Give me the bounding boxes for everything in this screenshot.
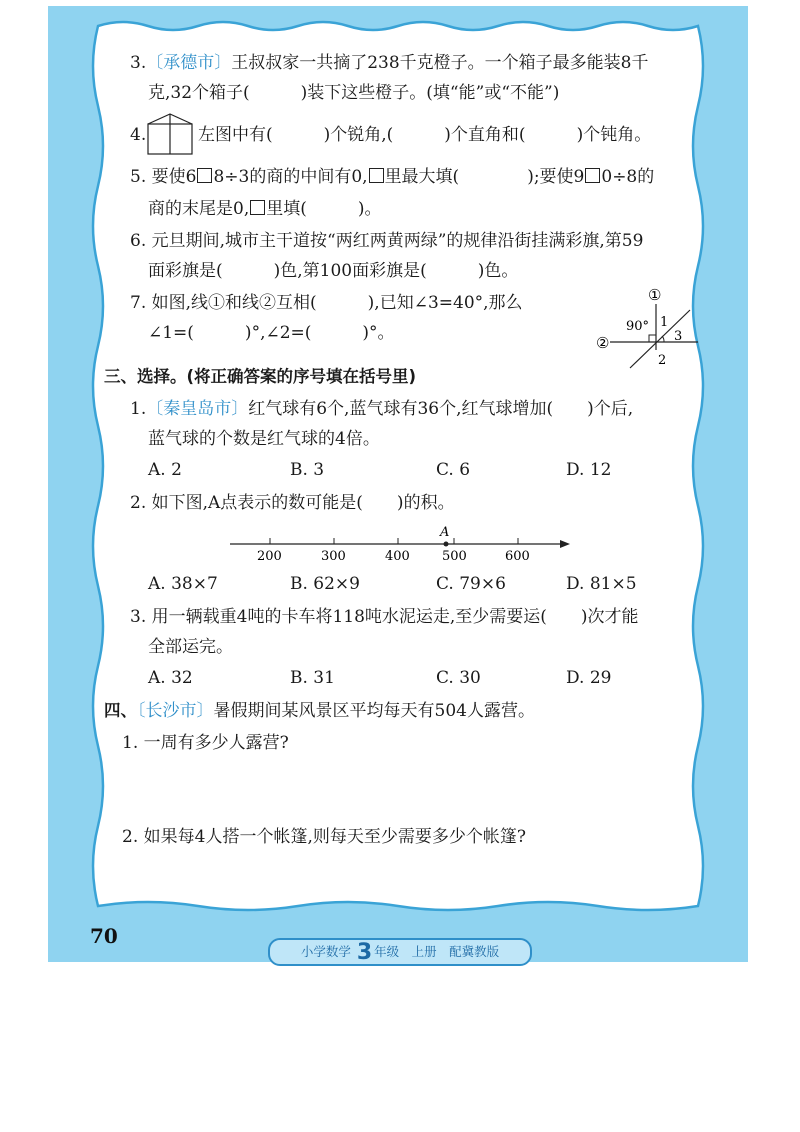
blank-box [585,168,600,183]
region-tag: 〔长沙市〕 [137,701,214,721]
question-3-line2: 克,32个箱子( )装下这些橙子。(填“能”或“不能”) [148,83,560,103]
text-seg: 8÷3的商的中间有0, [213,167,368,187]
text-seg: 商的末尾是0, [148,199,250,219]
option-d: D. 29 [566,668,612,688]
question-5-line1 [130,166,654,188]
point-a-marker [444,542,449,547]
tick-label: 200 [257,549,282,564]
question-3-line1 [130,52,649,74]
question-4 [130,124,146,146]
angle-90-label: 90° [626,319,650,334]
question-5-line2 [148,198,382,220]
text-seg: 5. 要使6 [130,167,197,187]
line-1-label: ① [648,286,662,304]
question-7-line1: 7. 如图,线①和线②互相( ),已知∠3=40°,那么 [130,293,523,313]
tick-label: 500 [442,549,467,564]
point-a-label: A [440,525,450,540]
tick-label: 300 [321,549,346,564]
footer-grade-text: 年级 上册 配冀教版 [374,944,500,959]
question-6-line2: 面彩旗是( )色,第100面彩旗是( )色。 [148,261,519,281]
option-c: C. 30 [436,668,481,688]
option-b: B. 3 [290,460,325,480]
tick-label: 400 [385,549,410,564]
page-number: 70 [90,924,118,948]
angle-1-label: 1 [660,315,669,330]
question-number: 3. [130,53,147,73]
blank-box [250,200,265,215]
book-footer-label [268,938,532,966]
section-3-title: 三、选择。(将正确答案的序号填在括号里) [104,367,417,386]
blank-box [197,168,212,183]
s3-question-1-line2: 蓝气球的个数是红气球的4倍。 [148,429,380,449]
footer-grade-number: 3 [356,940,373,965]
angle-3-label: 3 [674,329,683,344]
question-6-line1: 6. 元旦期间,城市主干道按“两红两黄两绿”的规律沿街挂满彩旗,第59 [130,231,644,251]
option-c: C. 6 [436,460,471,480]
section-text: 暑假期间某风景区平均每天有504人露营。 [213,701,535,721]
option-b: B. 62×9 [290,574,360,594]
question-7-line2: ∠1=( )°,∠2=( )°。 [148,323,395,343]
option-a: A. 2 [148,460,182,480]
option-a: A. 38×7 [148,574,218,594]
region-tag: 〔承德市〕 [146,53,232,73]
text-seg: 0÷8的 [601,167,655,187]
region-tag: 〔秦皇岛市〕 [146,399,249,419]
s3-question-1-line1 [130,398,633,420]
question-number: 1. [130,399,147,419]
option-b: B. 31 [290,668,335,688]
angle-2-label: 2 [658,353,667,368]
question-4-text: 左图中有( )个锐角,( )个直角和( )个钝角。 [198,125,652,145]
s4-question-1: 1. 一周有多少人露营? [122,733,289,753]
option-c: C. 79×6 [436,574,506,594]
s3-question-2: 2. 如下图,A点表示的数可能是( )的积。 [130,493,455,513]
text-seg: 里填( )。 [266,199,382,219]
section-4-title [104,700,535,722]
option-d: D. 12 [566,460,612,480]
line-2-label: ② [596,334,610,352]
number-line-figure [226,520,576,566]
house-shape-figure [146,112,194,156]
question-text: 红气球有6个,蓝气球有36个,红气球增加( )个后, [248,399,634,419]
question-text: 王叔叔家一共摘了238千克橙子。一个箱子最多能装8千 [231,53,649,73]
intersecting-lines-figure [596,284,700,374]
question-number: 4. [130,125,147,145]
s3-question-3-line2: 全部运完。 [148,637,233,657]
option-a: A. 32 [148,668,193,688]
section-prefix: 四、 [104,701,137,720]
s4-question-2: 2. 如果每4人搭一个帐篷,则每天至少需要多少个帐篷? [122,827,526,847]
s3-question-3-line1: 3. 用一辆载重4吨的卡车将118吨水泥运走,至少需要运( )次才能 [130,607,639,627]
text-seg: 里最大填( );要使9 [384,167,585,187]
blank-box [369,168,384,183]
footer-subject: 小学数学 [300,944,351,959]
tick-label: 600 [505,549,530,564]
option-d: D. 81×5 [566,574,637,594]
